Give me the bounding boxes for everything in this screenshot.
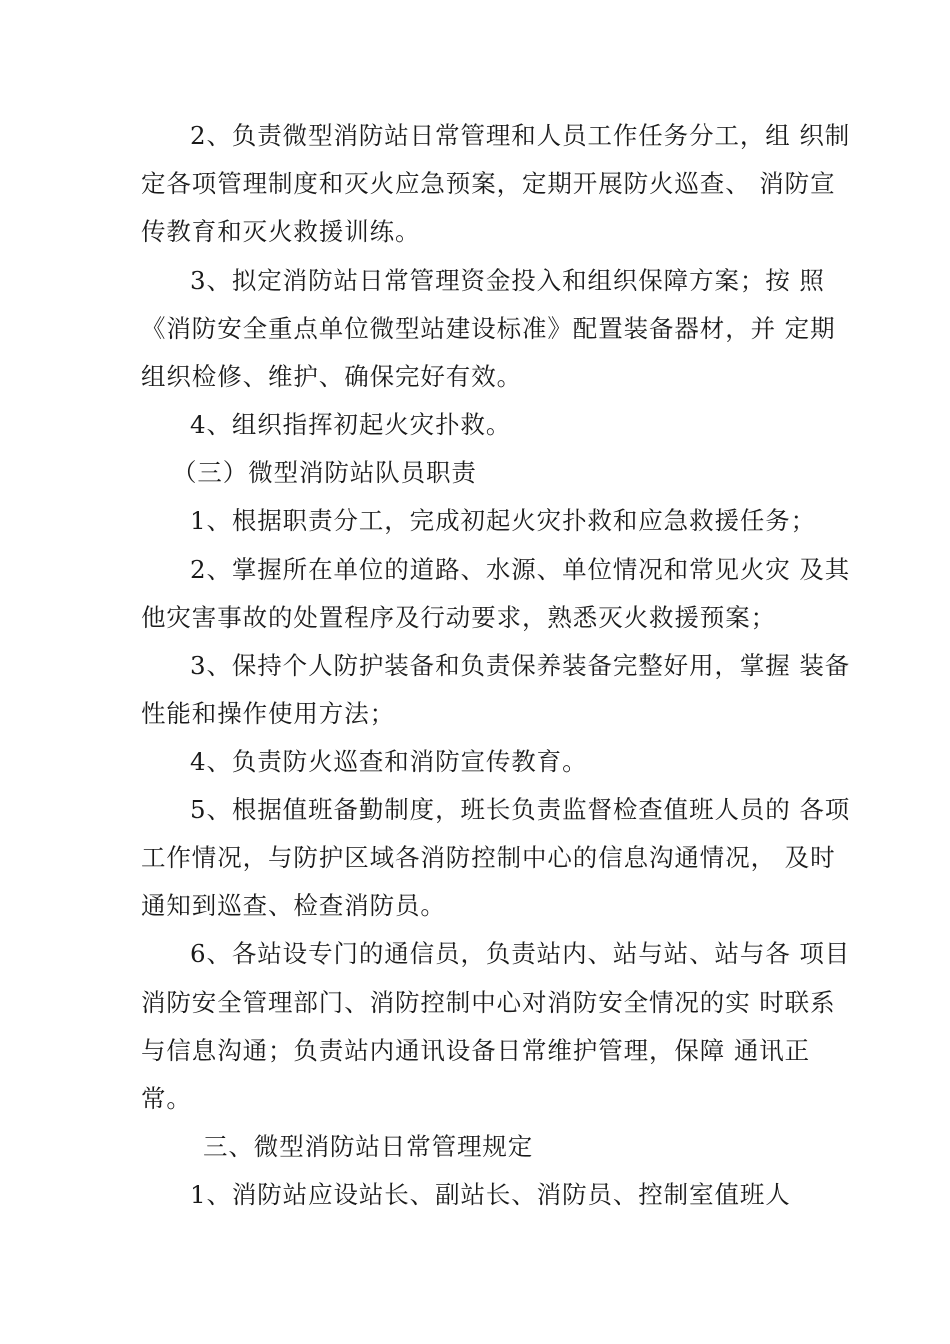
text-line-16: 工作情况，与防护区域各消防控制中心的信息沟通情况， 及时 [141,843,836,872]
text-line-18: 6、各站设专门的通信员，负责站内、站与站、站与各 项目 [190,939,851,968]
text-line-15: 5、根据值班备勤制度，班长负责监督检查值班人员的 各项 [190,795,851,824]
text-line-14: 4、负责防火巡查和消防宣传教育。 [190,747,588,776]
section-heading-3: （三）微型消防站队员职责 [172,458,477,487]
text-line-2: 定各项管理制度和灭火应急预案，定期开展防火巡查、 消防宣 [141,169,836,198]
text-line-7: 4、组织指挥初起火灾扑救。 [190,410,512,439]
text-line-3: 传教育和灭火救援训练。 [141,217,421,246]
text-line-9: 1、根据职责分工，完成初起火灾扑救和应急救援任务； [190,506,817,535]
text-line-6: 组织检修、维护、确保完好有效。 [141,362,522,391]
text-line-5: 《消防安全重点单位微型站建设标准》配置装备器材，并 定期 [141,314,836,343]
text-line-12: 3、保持个人防护装备和负责保养装备完整好用，掌握 装备 [190,651,851,680]
text-line-20: 与信息沟通；负责站内通讯设备日常维护管理，保障 通讯正 [141,1036,811,1065]
text-line-21: 常。 [141,1084,192,1113]
text-line-23: 1、消防站应设站长、副站长、消防员、控制室值班人 [190,1180,791,1209]
text-line-17: 通知到巡查、检查消防员。 [141,891,446,920]
text-line-1: 2、负责微型消防站日常管理和人员工作任务分工，组 织制 [190,121,851,150]
text-line-13: 性能和操作使用方法； [141,699,395,728]
text-line-10: 2、掌握所在单位的道路、水源、单位情况和常见火灾 及其 [190,555,851,584]
section-heading-three: 三、微型消防站日常管理规定 [203,1132,534,1161]
text-line-4: 3、拟定消防站日常管理资金投入和组织保障方案；按 照 [190,266,825,295]
text-line-19: 消防安全管理部门、消防控制中心对消防安全情况的实 时联系 [141,988,836,1017]
text-line-11: 他灾害事故的处置程序及行动要求，熟悉灭火救援预案； [141,603,776,632]
